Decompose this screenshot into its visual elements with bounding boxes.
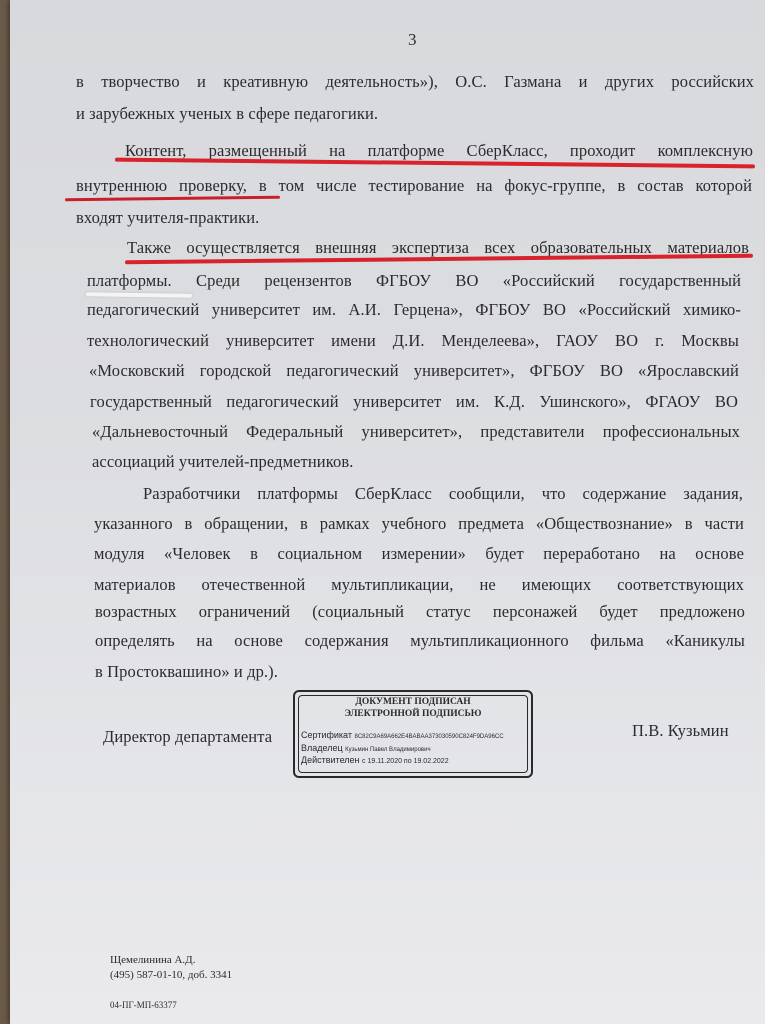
signer-position: Директор департамента xyxy=(103,727,273,746)
valid-value: с 19.11.2020 по 19.02.2022 xyxy=(362,758,449,765)
text-line: «Московский городской педагогический университет», ФГБОУ ВО «Ярославский xyxy=(89,361,739,380)
executor-phone: (495) 587-01-10, доб. 3341 xyxy=(110,969,233,981)
text-line: указанного в обращении, в рамках учебного предмета «Обществознание» в части xyxy=(94,514,744,533)
text-line: возрастных ограничений (социальный статус персонажей будет предложено xyxy=(95,602,745,621)
cert-label: Сертификат xyxy=(301,730,352,740)
text-line: Разработчики платформы СберКласс сообщили, что содержание задания, xyxy=(143,484,743,503)
text-line: в творчество и креативную деятельность»), О.С. Газмана и других российских xyxy=(76,72,754,91)
text-line: входят учителя-практики. xyxy=(76,208,260,227)
white-underline xyxy=(86,292,192,297)
red-underline xyxy=(65,196,280,202)
owner-label: Владелец xyxy=(301,743,343,753)
text-line: определять на основе содержания мультипликационного фильма «Каникулы xyxy=(95,631,745,650)
stamp-subtitle: ЭЛЕКТРОННОЙ ПОДПИСЬЮ xyxy=(344,709,482,719)
text-line: платформы. Среди рецензентов ФГБОУ ВО «Российский государственный xyxy=(87,271,741,290)
text-line: ассоциаций учителей-предметников. xyxy=(92,452,354,471)
document-page xyxy=(10,0,765,1024)
stamp-validity xyxy=(301,755,449,765)
text-line: технологический университет имени Д.И. Менделеева», ГАОУ ВО г. Москвы xyxy=(87,331,739,350)
stamp-certificate xyxy=(301,730,504,740)
text-line: и зарубежных ученых в сфере педагогики. xyxy=(76,104,379,123)
cert-value: 8C82C9A69A662E4BABAA373030590C824F9DA96CC xyxy=(354,734,504,740)
executor-name: Щемелинина А.Д. xyxy=(110,954,196,966)
text-line: «Дальневосточный Федеральный университет», представители профессиональных xyxy=(92,422,740,441)
text-line: Также осуществляется внешняя экспертиза всех образовательных материалов xyxy=(127,238,749,257)
text-line: внутреннюю проверку, в том числе тестирование на фокус-группе, в состав которой xyxy=(76,176,752,195)
text-line: педагогический университет им. А.И. Герцена», ФГБОУ ВО «Российский химико- xyxy=(87,300,741,319)
signer-name: П.В. Кузьмин xyxy=(632,721,729,740)
valid-label: Действителен xyxy=(301,755,360,765)
page-number: 3 xyxy=(408,30,417,49)
text-line: материалов отечественной мультипликации, не имеющих соответствующих xyxy=(94,575,744,594)
stamp-title: ДОКУМЕНТ ПОДПИСАН xyxy=(355,697,471,707)
document-code: 04-ПГ-МП-63377 xyxy=(110,1000,177,1010)
text-line: Контент, размещенный на платформе СберКласс, проходит комплексную xyxy=(125,141,753,160)
text-line: модуля «Человек в социальном измерении» будет переработано на основе xyxy=(94,544,744,563)
text-line: в Простоквашино» и др.). xyxy=(95,662,278,681)
text-line: государственный педагогический университет им. К.Д. Ушинского», ФГАОУ ВО xyxy=(90,392,738,411)
stamp-owner xyxy=(301,743,431,753)
e-signature-stamp xyxy=(293,690,533,778)
owner-value: Кузьмин Павел Владимирович xyxy=(345,747,431,753)
